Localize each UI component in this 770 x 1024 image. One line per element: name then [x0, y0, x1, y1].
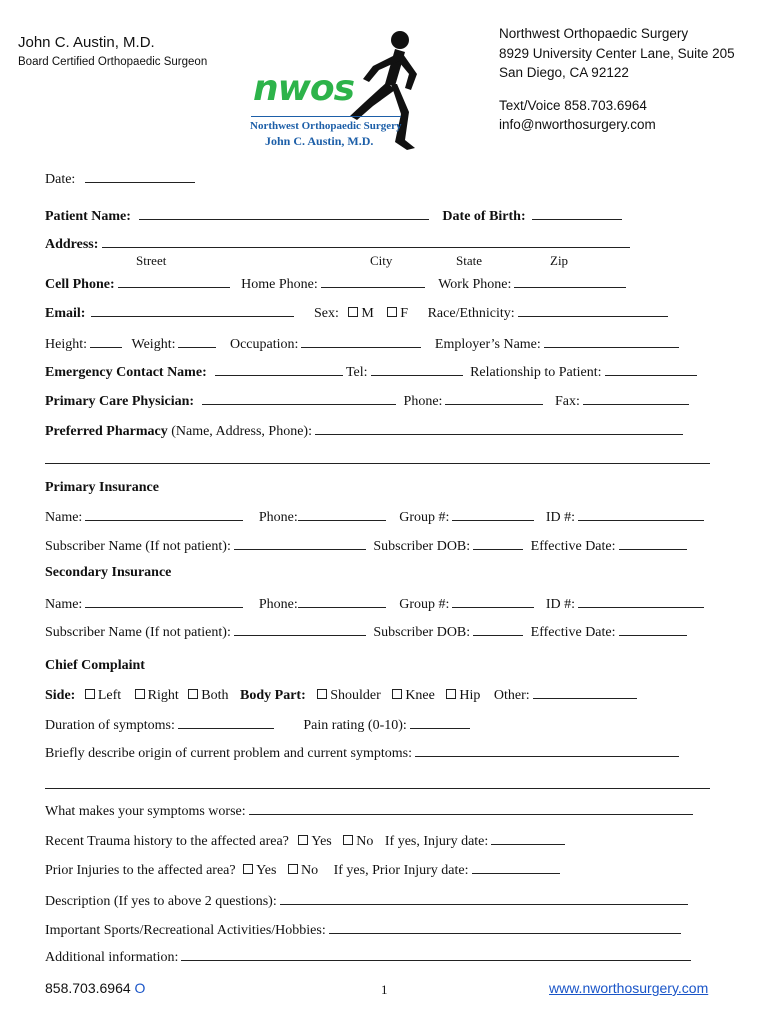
describe-row	[45, 744, 679, 762]
height-label: Height:	[45, 337, 87, 352]
secondary-effective-label: Effective Date:	[530, 625, 616, 640]
date-row	[45, 170, 195, 188]
sports-label: Important Sports/Recreational Activities/Hobbies:	[45, 923, 326, 938]
home-phone-field[interactable]	[321, 275, 425, 288]
duration-label: Duration of symptoms:	[45, 718, 175, 733]
email-row	[45, 304, 668, 322]
worse-field[interactable]	[249, 802, 693, 815]
address-line1: 8929 University Center Lane, Suite 205	[499, 45, 735, 61]
race-label: Race/Ethnicity:	[427, 306, 515, 321]
describe-field[interactable]	[415, 744, 679, 757]
address-label: Address:	[45, 237, 99, 252]
secondary-name-field[interactable]	[85, 595, 243, 608]
address-line2: San Diego, CA 92122	[499, 65, 629, 80]
trauma-no-checkbox[interactable]	[343, 835, 353, 845]
occupation-field[interactable]	[301, 335, 421, 348]
primary-id-label: ID #:	[545, 510, 576, 525]
secondary-insurance-row1	[45, 595, 704, 613]
additional-row	[45, 948, 691, 966]
knee-label: Knee	[405, 688, 435, 703]
sex-f-checkbox[interactable]	[387, 307, 397, 317]
other-label: Other:	[493, 688, 530, 703]
logo-wordmark: nwos	[253, 68, 355, 109]
primary-effective-field[interactable]	[619, 537, 687, 550]
pcp-label: Primary Care Physician:	[45, 394, 195, 409]
emergency-tel-field[interactable]	[371, 363, 463, 376]
dob-field[interactable]	[532, 207, 622, 220]
website-link[interactable]: www.nworthosurgery.com	[549, 980, 709, 996]
relationship-field[interactable]	[605, 363, 697, 376]
worse-label: What makes your symptoms worse:	[45, 804, 246, 819]
secondary-group-label: Group #:	[399, 597, 450, 612]
injury-date-label: If yes, Injury date:	[384, 834, 489, 849]
employer-label: Employer’s Name:	[434, 337, 541, 352]
pcp-phone-field[interactable]	[445, 392, 543, 405]
sports-row	[45, 921, 681, 939]
secondary-id-label: ID #:	[545, 597, 576, 612]
height-row	[45, 335, 679, 353]
prior-date-label: If yes, Prior Injury date:	[333, 863, 469, 878]
primary-phone-label: Phone:	[258, 510, 298, 525]
secondary-id-field[interactable]	[578, 595, 704, 608]
primary-group-label: Group #:	[399, 510, 450, 525]
city-caption: City	[370, 253, 393, 268]
side-label: Side:	[45, 688, 76, 703]
height-field[interactable]	[90, 335, 122, 348]
date-field[interactable]	[85, 170, 195, 183]
prior-date-field[interactable]	[472, 861, 560, 874]
footer-phone-suffix: O	[134, 980, 146, 996]
trauma-yes-checkbox[interactable]	[298, 835, 308, 845]
work-phone-field[interactable]	[514, 275, 626, 288]
pharmacy-line2[interactable]	[45, 463, 710, 464]
secondary-insurance-row2	[45, 623, 687, 641]
practice-name: Northwest Orthopaedic Surgery	[499, 26, 689, 41]
primary-insurance-row1	[45, 508, 704, 526]
side-row	[45, 686, 637, 704]
sex-m-label: M	[361, 306, 374, 321]
emergency-contact-field[interactable]	[215, 363, 343, 376]
pharmacy-detail: (Name, Address, Phone):	[171, 424, 312, 439]
doctor-name: John C. Austin, M.D.	[18, 34, 155, 51]
cell-phone-field[interactable]	[118, 275, 230, 288]
footer-phone	[45, 980, 145, 996]
trauma-no-label: No	[356, 834, 374, 849]
other-field[interactable]	[533, 686, 637, 699]
pharmacy-label: Preferred Pharmacy	[45, 424, 168, 439]
weight-label: Weight:	[131, 337, 176, 352]
primary-name-field[interactable]	[85, 508, 243, 521]
address-row	[45, 235, 630, 253]
primary-insurance-row2	[45, 537, 687, 555]
pharmacy-field[interactable]	[315, 422, 683, 435]
describe-line2[interactable]	[45, 788, 710, 789]
secondary-name-label: Name:	[45, 597, 83, 612]
page-number: 1	[381, 982, 388, 997]
primary-effective-label: Effective Date:	[530, 539, 616, 554]
address-field[interactable]	[102, 235, 630, 248]
patient-name-field[interactable]	[139, 207, 429, 220]
zip-caption: Zip	[550, 253, 569, 268]
sex-f-label: F	[400, 306, 409, 321]
prior-yes-checkbox[interactable]	[243, 864, 253, 874]
secondary-phone-label: Phone:	[258, 597, 298, 612]
secondary-subscriber-field[interactable]	[234, 623, 366, 636]
duration-field[interactable]	[178, 716, 274, 729]
primary-insurance-heading: Primary Insurance	[45, 480, 159, 495]
sex-label: Sex:	[313, 306, 339, 321]
describe-label: Briefly describe origin of current problem and current symptoms:	[45, 746, 413, 761]
side-left-checkbox[interactable]	[85, 689, 95, 699]
shoulder-checkbox[interactable]	[317, 689, 327, 699]
practice-email: info@nworthosurgery.com	[499, 117, 656, 132]
secondary-phone-field[interactable]	[298, 595, 386, 608]
secondary-subscriber-dob-field[interactable]	[473, 623, 523, 636]
race-field[interactable]	[518, 304, 668, 317]
prior-no-checkbox[interactable]	[288, 864, 298, 874]
primary-subscriber-dob-label: Subscriber DOB:	[373, 539, 471, 554]
pcp-field[interactable]	[202, 392, 396, 405]
secondary-subscriber-dob-label: Subscriber DOB:	[373, 625, 471, 640]
shoulder-label: Shoulder	[330, 688, 381, 703]
email-label: Email:	[45, 306, 86, 321]
prior-row	[45, 861, 560, 879]
side-both-label: Both	[201, 688, 229, 703]
chief-complaint-heading: Chief Complaint	[45, 658, 145, 673]
primary-group-field[interactable]	[452, 508, 534, 521]
hip-label: Hip	[459, 688, 481, 703]
emergency-contact-label: Emergency Contact Name:	[45, 365, 207, 380]
emergency-tel-label: Tel:	[345, 365, 368, 380]
sports-field[interactable]	[329, 921, 681, 934]
employer-field[interactable]	[544, 335, 679, 348]
email-field[interactable]	[91, 304, 294, 317]
home-phone-label: Home Phone:	[241, 277, 318, 292]
pharmacy-row	[45, 422, 683, 440]
pcp-phone-label: Phone:	[403, 394, 443, 409]
prior-no-label: No	[300, 863, 319, 878]
primary-subscriber-label: Subscriber Name (If not patient):	[45, 539, 231, 554]
trauma-label: Recent Trauma history to the affected area?	[45, 834, 289, 849]
side-right-checkbox[interactable]	[135, 689, 145, 699]
footer-phone-number: 858.703.6964	[45, 980, 131, 996]
patient-row	[45, 207, 622, 225]
primary-phone-field[interactable]	[298, 508, 386, 521]
pain-rating-field[interactable]	[410, 716, 470, 729]
nwos-logo	[245, 24, 430, 159]
knee-checkbox[interactable]	[392, 689, 402, 699]
duration-row	[45, 716, 470, 734]
primary-subscriber-field[interactable]	[234, 537, 366, 550]
secondary-group-field[interactable]	[452, 595, 534, 608]
street-caption: Street	[136, 253, 167, 268]
cell-phone-label: Cell Phone:	[45, 277, 115, 292]
body-part-label: Body Part:	[240, 688, 306, 703]
practice-contact	[499, 24, 735, 135]
relationship-label: Relationship to Patient:	[470, 365, 602, 380]
logo-line2: John C. Austin, M.D.	[265, 134, 374, 148]
primary-id-field[interactable]	[578, 508, 704, 521]
primary-subscriber-dob-field[interactable]	[473, 537, 523, 550]
additional-field[interactable]	[181, 948, 691, 961]
secondary-subscriber-label: Subscriber Name (If not patient):	[45, 625, 231, 640]
doctor-title: Board Certified Orthopaedic Surgeon	[18, 56, 208, 68]
description-label: Description (If yes to above 2 questions):	[45, 894, 277, 909]
description-field[interactable]	[280, 892, 688, 905]
occupation-label: Occupation:	[229, 337, 299, 352]
secondary-effective-field[interactable]	[619, 623, 687, 636]
prior-label: Prior Injuries to the affected area?	[45, 863, 236, 878]
trauma-row	[45, 832, 565, 850]
side-right-label: Right	[147, 688, 179, 703]
practice-phone: Text/Voice 858.703.6964	[499, 97, 647, 113]
worse-row	[45, 802, 693, 820]
pain-rating-label: Pain rating (0-10):	[303, 718, 407, 733]
emergency-row	[45, 363, 697, 381]
secondary-insurance-heading: Secondary Insurance	[45, 565, 172, 580]
weight-field[interactable]	[178, 335, 216, 348]
dob-label: Date of Birth:	[442, 209, 526, 224]
work-phone-label: Work Phone:	[438, 277, 512, 292]
additional-label: Additional information:	[45, 950, 179, 965]
prior-yes-label: Yes	[256, 863, 277, 878]
patient-name-label: Patient Name:	[45, 209, 131, 224]
trauma-yes-label: Yes	[311, 834, 332, 849]
description-row	[45, 892, 688, 910]
side-left-label: Left	[97, 688, 122, 703]
logo-line1: Northwest Orthopaedic Surgery	[250, 120, 402, 132]
injury-date-field[interactable]	[491, 832, 565, 845]
state-caption: State	[456, 253, 482, 268]
side-both-checkbox[interactable]	[188, 689, 198, 699]
pcp-row	[45, 392, 689, 410]
pcp-fax-label: Fax:	[554, 394, 580, 409]
hip-checkbox[interactable]	[446, 689, 456, 699]
phone-row	[45, 275, 626, 293]
sex-m-checkbox[interactable]	[348, 307, 358, 317]
primary-name-label: Name:	[45, 510, 83, 525]
date-label: Date:	[45, 172, 76, 187]
pcp-fax-field[interactable]	[583, 392, 689, 405]
